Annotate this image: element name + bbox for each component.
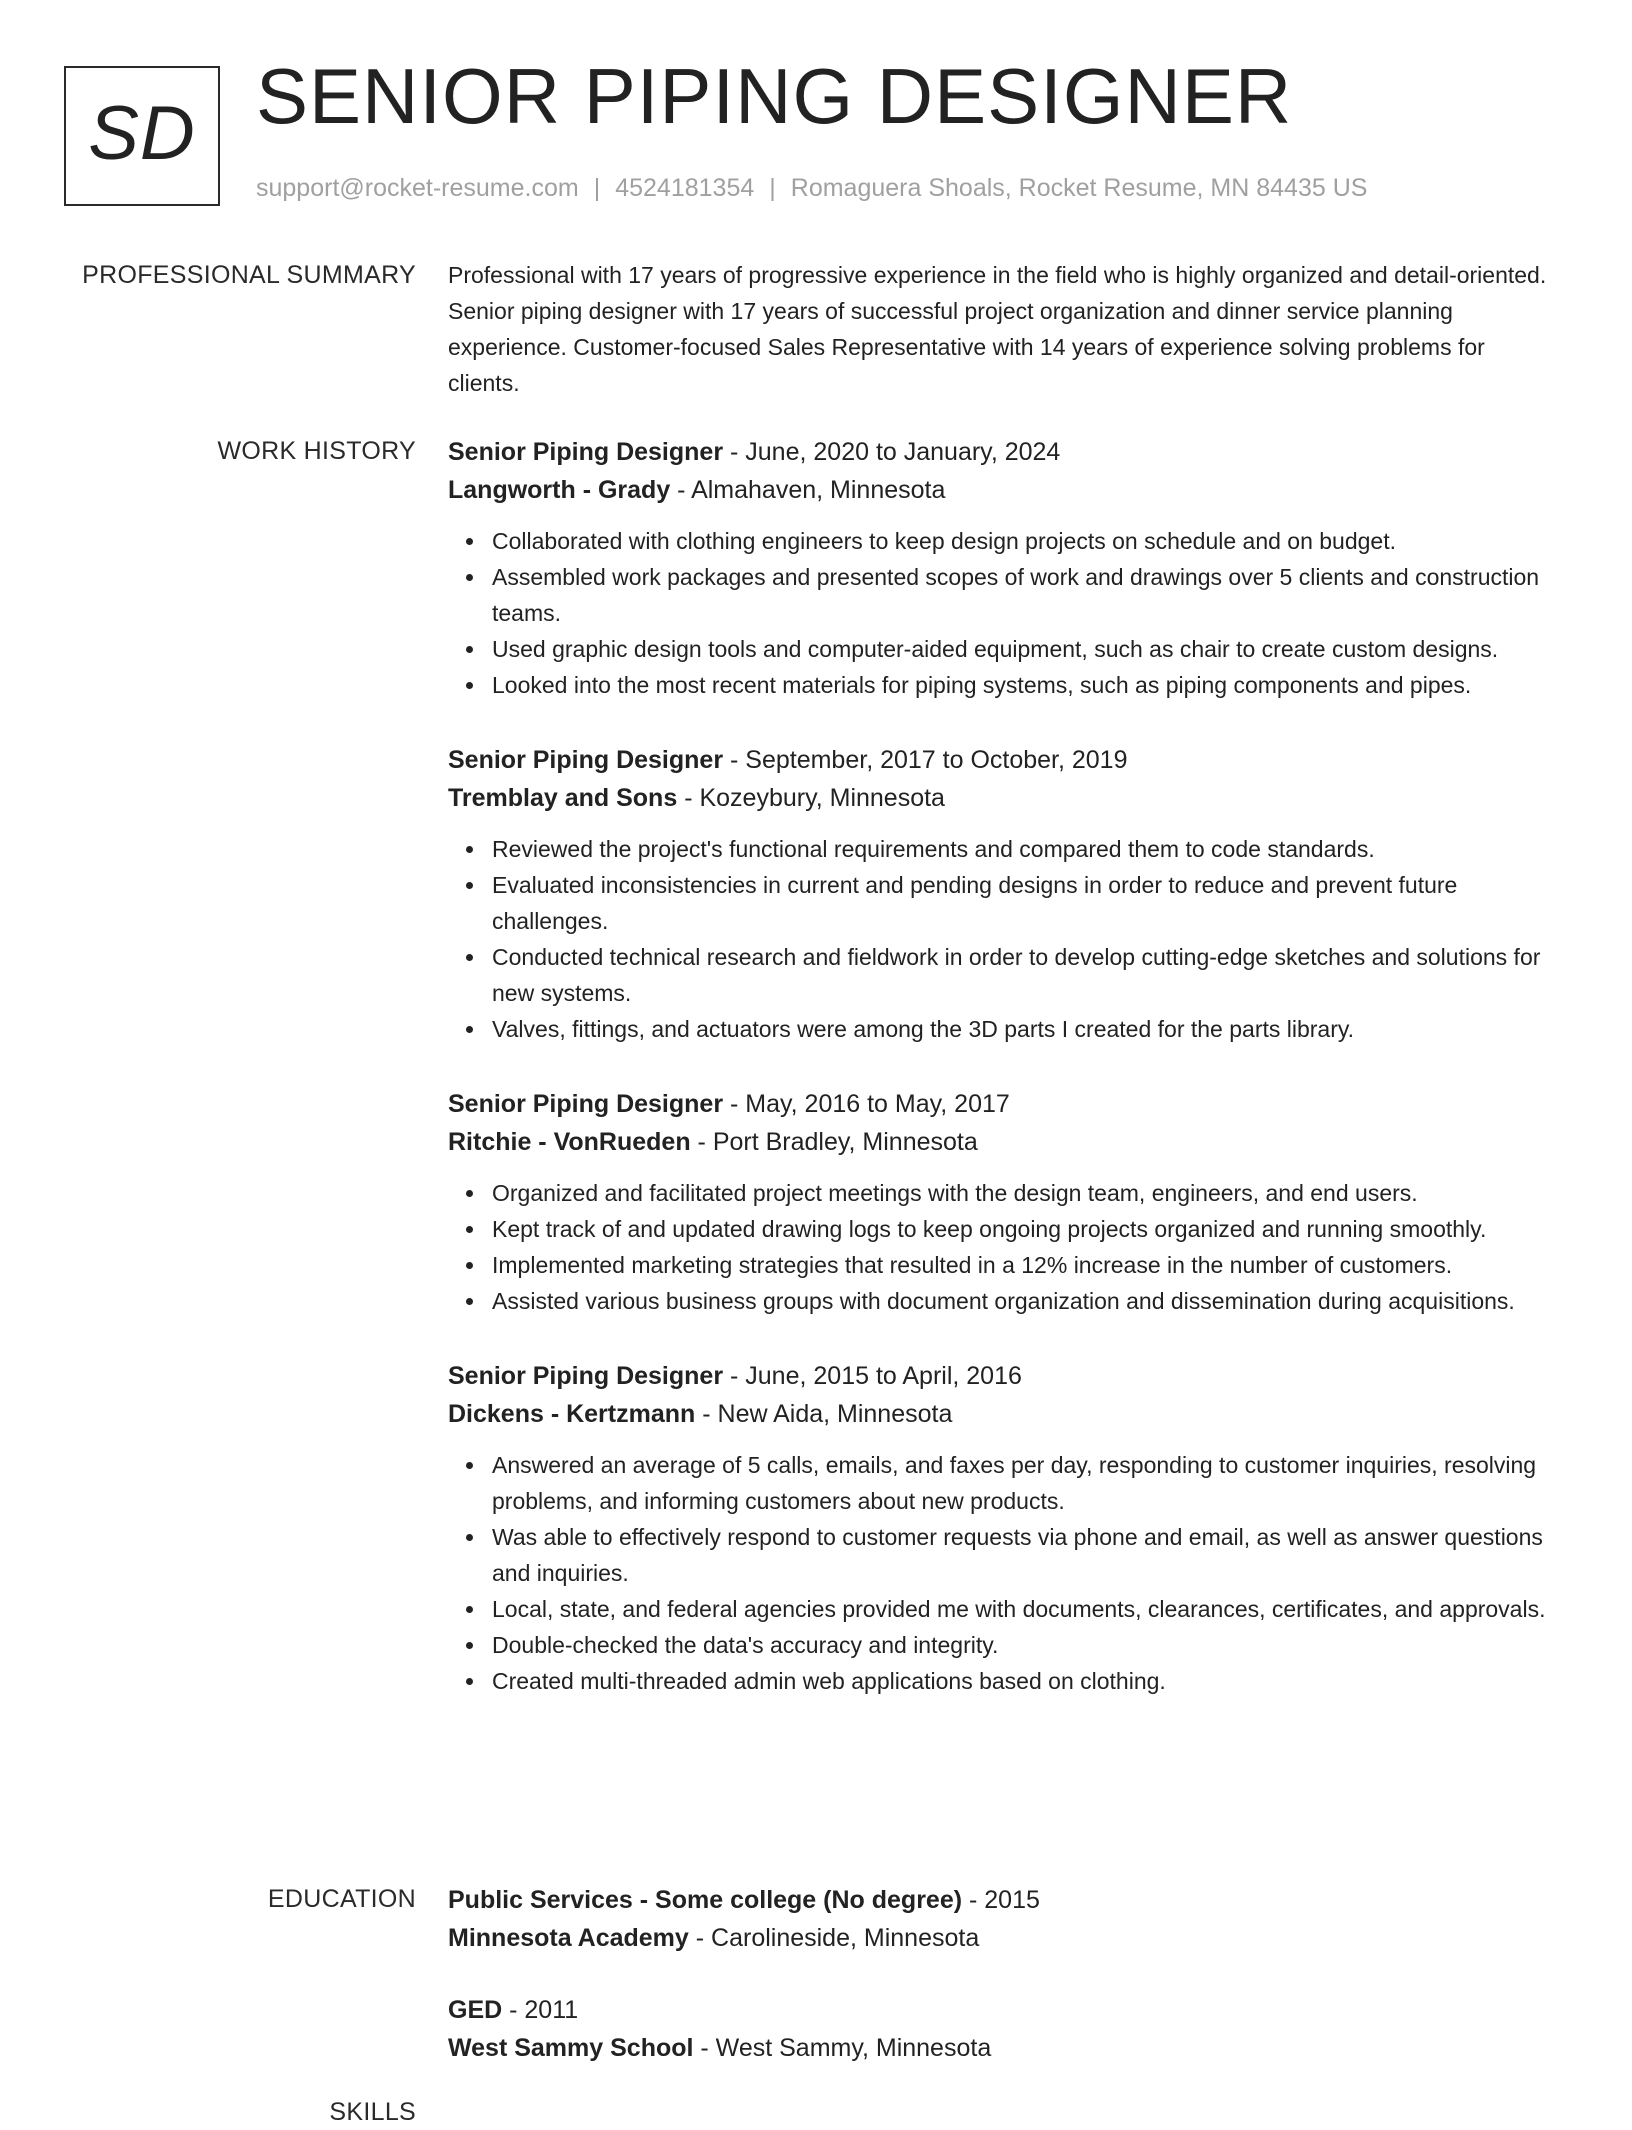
job-bullet: Valves, fittings, and actuators were among the 3D parts I created for the parts library. <box>492 1011 1560 1047</box>
job-bullet: Reviewed the project's functional requirements and compared them to code standards. <box>492 831 1560 867</box>
education-degree: GED <box>448 1996 503 2024</box>
job-company-line <box>448 779 1560 817</box>
education-school: Minnesota Academy <box>448 1924 689 1952</box>
monogram-text: SD <box>88 91 196 176</box>
job-bullet: Double-checked the data's accuracy and integrity. <box>492 1627 1560 1663</box>
contact-address: Romaguera Shoals, Rocket Resume, MN 84435 US <box>790 174 1368 202</box>
education-location: - West Sammy, Minnesota <box>693 2034 992 2062</box>
job-dates: - May, 2016 to May, 2017 <box>723 1090 1010 1118</box>
job-company-line <box>448 471 1560 509</box>
job-bullet: Answered an average of 5 calls, emails, and faxes per day, responding to customer inquiries, resolving problems, and informing customers about new products. <box>492 1447 1560 1519</box>
job-location: - Almahaven, Minnesota <box>670 476 946 504</box>
job-dates: - June, 2015 to April, 2016 <box>723 1362 1022 1390</box>
job-entry <box>448 433 1560 703</box>
summary-body <box>448 257 1560 401</box>
education-year: - 2015 <box>962 1886 1040 1914</box>
job-company: Ritchie - VonRueden <box>448 1128 691 1156</box>
job-company: Langworth - Grady <box>448 476 671 504</box>
section-heading-summary: PROFESSIONAL SUMMARY <box>82 261 416 289</box>
job-bullet: Looked into the most recent materials for piping systems, such as piping components and pipes. <box>492 667 1560 703</box>
job-bullets <box>448 831 1560 1047</box>
job-dates: - September, 2017 to October, 2019 <box>723 746 1128 774</box>
section-heading-work-history: WORK HISTORY <box>217 437 416 465</box>
job-company: Dickens - Kertzmann <box>448 1400 696 1428</box>
job-title-line <box>448 1357 1560 1395</box>
job-bullet: Evaluated inconsistencies in current and pending designs in order to reduce and prevent future challenges. <box>492 867 1560 939</box>
education-school-line <box>448 1919 1560 1957</box>
education-degree: Public Services - Some college (No degree) <box>448 1886 963 1914</box>
job-location: - Kozeybury, Minnesota <box>677 784 945 812</box>
contact-phone[interactable]: 4524181354 <box>615 174 755 202</box>
job-bullet: Assisted various business groups with document organization and dissemination during acquisitions. <box>492 1283 1560 1319</box>
education-degree-line <box>448 1881 1560 1919</box>
job-bullet: Kept track of and updated drawing logs to keep ongoing projects organized and running smoothly. <box>492 1211 1560 1247</box>
job-title-line <box>448 741 1560 779</box>
job-title: Senior Piping Designer <box>448 438 724 466</box>
job-bullet: Assembled work packages and presented scopes of work and drawings over 5 clients and construction teams. <box>492 559 1560 631</box>
summary-text: Professional with 17 years of progressive experience in the field who is highly organized and detail-oriented. Senior piping designer with 17 years of successful project organization and dinner service planning experience. Customer-focused Sales Representative with 14 years of experience solving problems for clients. <box>448 262 1547 396</box>
contact-separator: | <box>769 174 776 202</box>
job-bullet: Organized and facilitated project meetings with the design team, engineers, and end users. <box>492 1175 1560 1211</box>
job-company-line <box>448 1123 1560 1161</box>
job-entry <box>448 1085 1560 1319</box>
job-bullets <box>448 1447 1560 1699</box>
job-bullets <box>448 523 1560 703</box>
job-location: - New Aida, Minnesota <box>695 1400 953 1428</box>
job-title-line <box>448 1085 1560 1123</box>
education-body <box>448 1881 1560 2067</box>
job-bullets <box>448 1175 1560 1319</box>
work-history-body <box>448 433 1560 1699</box>
education-school-line <box>448 2029 1560 2067</box>
job-bullet: Conducted technical research and fieldwork in order to develop cutting-edge sketches and solutions for new systems. <box>492 939 1560 1011</box>
section-heading-skills: SKILLS <box>329 2098 416 2126</box>
education-school: West Sammy School <box>448 2034 694 2062</box>
job-title-line <box>448 433 1560 471</box>
job-location: - Port Bradley, Minnesota <box>690 1128 978 1156</box>
education-degree-line <box>448 1991 1560 2029</box>
job-title: Senior Piping Designer <box>448 1362 724 1390</box>
resume-title: SENIOR PIPING DESIGNER <box>256 52 1293 140</box>
job-company: Tremblay and Sons <box>448 784 678 812</box>
job-company-line <box>448 1395 1560 1433</box>
education-entry <box>448 1881 1560 1957</box>
contact-separator: | <box>593 174 601 202</box>
job-entry <box>448 1357 1560 1699</box>
job-entry <box>448 741 1560 1047</box>
job-bullet: Created multi-threaded admin web applications based on clothing. <box>492 1663 1560 1699</box>
job-dates: - June, 2020 to January, 2024 <box>723 438 1061 466</box>
job-title: Senior Piping Designer <box>448 1090 724 1118</box>
job-bullet: Collaborated with clothing engineers to keep design projects on schedule and on budget. <box>492 523 1560 559</box>
section-heading-education: EDUCATION <box>267 1885 416 1913</box>
job-bullet: Was able to effectively respond to customer requests via phone and email, as well as answer questions and inquiries. <box>492 1519 1560 1591</box>
education-year: - 2011 <box>502 1996 579 2024</box>
education-location: - Carolineside, Minnesota <box>688 1924 980 1952</box>
job-title: Senior Piping Designer <box>448 746 724 774</box>
job-bullet: Implemented marketing strategies that resulted in a 12% increase in the number of customers. <box>492 1247 1560 1283</box>
monogram-badge <box>64 66 220 206</box>
job-bullet: Used graphic design tools and computer-aided equipment, such as chair to create custom designs. <box>492 631 1560 667</box>
contact-line <box>256 174 1367 203</box>
job-bullet: Local, state, and federal agencies provided me with documents, clearances, certificates, and approvals. <box>492 1591 1560 1627</box>
education-entry <box>448 1991 1560 2067</box>
contact-email[interactable]: support@rocket-resume.com <box>256 174 579 202</box>
